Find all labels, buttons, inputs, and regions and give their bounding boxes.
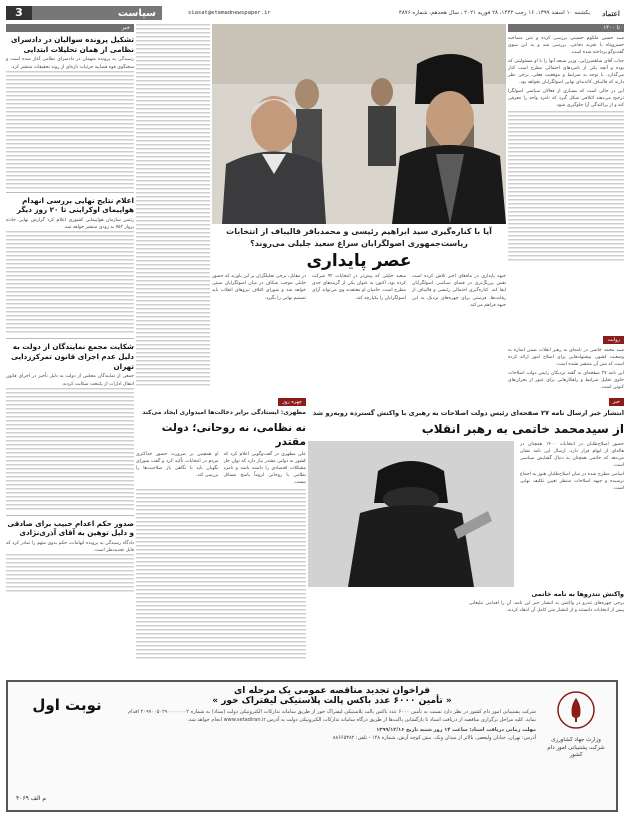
mid-kicker: مطهری: ایستادگی برابر دخالت‌ها امیدواری ایجاد می‌کند — [142, 409, 306, 416]
ad-main — [128, 686, 536, 806]
left-story-1-text: رسیدگی به پرونده متهمان در دادسرای نظامی آغاز شده است و سخنگوی قوه قضاییه جزئیات تازه‌ای از روند تحقیقات منتشر کرد. — [6, 57, 134, 70]
left-story-2-title: اعلام نتایج نهایی بررسی انهدام هواپیمای اوکراینی تا ۲۰ روز دیگر — [16, 195, 134, 215]
divider — [6, 338, 134, 339]
upper-mid-column — [136, 24, 210, 386]
divider — [6, 192, 134, 193]
ad-emblem-block — [542, 690, 610, 760]
khatami-right-text — [520, 441, 624, 587]
left-story-3-text: جمعی از نمایندگان مجلس از دولت به دلیل تأخیر در اجرای قانون انتقال ادارات از پایتخت شکایت کردند. — [6, 374, 134, 387]
left-news-column — [6, 24, 134, 676]
right-lower-paragraph-1: سید محمد خاتمی در نامه‌ای به رهبر انقلاب ضمن اشاره به وضعیت کشور، پیشنهادهایی برای اصلاح امور ارائه کرده است که متن آن منتشر نشده است. — [508, 348, 624, 368]
ad-deadline: مهلت زمانی دریافت اسناد: ساعت ۱۴ روز شنبه تاریخ ۱۳۹۹/۱۲/۱۶ — [376, 726, 536, 733]
mid-paragraph-2: او همچنین بر ضرورت حضور حداکثری مردم در انتخابات تأکید کرد و گفت شورای نگهبان باید با نگاهی باز صلاحیت‌ها را بررسی کند. — [136, 452, 219, 479]
left-story-2-text: رئیس سازمان هواپیمایی کشوری اعلام کرد گزارش نهایی حادثه پرواز ۷۵۲ به زودی منتشر خواهد شد. — [6, 218, 134, 231]
khatami-sub-text: برخی چهره‌های تندرو در واکنش به انتشار خبر این نامه، آن را اقدامی تبلیغاتی پیش از انتخابات دانستند و از انتشار متن کامل آن انتقاد کردند. — [469, 601, 624, 614]
ad-title: فراخوان تجدید مناقصه عمومی یک مرحله ای — [234, 686, 430, 696]
ad-body: شرکت پشتیبانی امور دام کشور در نظر دارد نسبت به تأمین ۶۰۰۰ عدد باکس پالت پلاستیکی لیفتراک خور از طریق سامانه تدارکات الکترونیکی دولت (ستاد) به شماره ۲۰۹۹۰۰۵۰۲۹۰۰۰۰۰۰۰۲ اقدام نماید. کلیه مراحل برگزاری مناقصه از دریافت اسناد تا بازگشایی پاکت‌ها از طریق درگاه سامانه تدارکات الکترونیکی دولت به آدرس www.setadiran.ir انجام خواهد شد. — [128, 709, 537, 723]
ad-left-panel — [12, 686, 122, 806]
mid-story — [136, 388, 306, 678]
right-paragraph-1: سید حسین ملکوم حسینی بررسی کرده و متن مصاحبه خسروپناه با تجربه دفاعی، بررسی شد و به این سوی گفت‌وگو پرداخته شده است. — [508, 36, 624, 56]
ad-round-label: نوبت اول — [32, 696, 102, 714]
section-title: سیاست — [32, 6, 162, 20]
main-kicker: آیا با کناره‌گیری سید ابراهیم رئیسی و محمدباقر قالیباف از انتخابات ریاست‌جمهوری اصولگرایان سراغ سعید جلیلی می‌روند؟ — [226, 227, 492, 248]
divider — [6, 515, 134, 516]
tender-ad — [6, 680, 618, 812]
mid-story-body — [136, 489, 306, 659]
left-story-2-body — [6, 231, 134, 335]
left-column-head: خبر — [6, 24, 134, 32]
ad-ministry: وزارت جهاد کشاورزی — [551, 737, 601, 743]
mid-headline: نه نظامی، نه روحانی؛ دولت مقتدر — [161, 421, 306, 448]
left-story-3-title: شکایت مجمع نمایندگان از دولت به دلیل عدم اجرای قانون تمرکززدایی تهران — [11, 342, 134, 371]
page-header — [6, 6, 624, 20]
right-lower-tag: روایت — [603, 336, 624, 344]
khatami-tag: خبر — [609, 398, 624, 406]
right-paragraph-2: جناب آقای شاهمیرزایی، وزیر شیعه آنها را با او مسئولیتی که بوده و آنچه یکی از نامزدهای احتمالی مطرح است کنار می‌گذارد. با توجه به شرایط و موقعیت فعلی، برخی نظر دارند که قالیباف کاندیدای نهایی اصولگرایان نخواهد بود. — [508, 58, 624, 86]
raisi-qalibaf-photo — [212, 24, 506, 224]
right-lower-column — [508, 326, 624, 391]
section-email[interactable]: siasat@etemadnewspaper.ir — [188, 10, 271, 16]
mid-tag: چهره روز — [278, 398, 306, 406]
left-story-1-title: تشکیل پرونده سوالیان در دادسرای نظامی از همان تحلیلات ابتدایی — [10, 35, 134, 54]
khatami-sub-title: واکنش تندروها به نامه خاتمی — [531, 589, 624, 598]
ad-subtitle: « تأمین ۶۰۰۰ عدد باکس پالت پلاستیکی لیفتراک خور » — [212, 696, 452, 706]
left-story-4-text: دادگاه رسیدگی به پرونده اتهامات، حکم بدوی متهم را صادر کرد که قابل تجدیدنظر است. — [6, 541, 134, 554]
main-headline: عصر پایداری — [306, 251, 412, 272]
left-story-4-title: صدور حکم اعدام حبیب برای صادقی و دلیل توهین به آقای آذری‌نژادی — [7, 518, 134, 538]
right-column-text — [508, 35, 624, 109]
right-lower-paragraph-2: این نامه ۲۷ صفحه‌ای به گفته نزدیکان رئیس دولت اصلاحات حاوی تحلیل شرایط و راهکارهایی برای عبور از بحران‌های کنونی است. — [508, 370, 624, 391]
right-column-head: تا ۱۴۰۰ — [508, 24, 624, 32]
main-paragraph-3: در مقابل، برخی تحلیلگران بر این باورند که حضور جلیلی موجب شکاف در میان اصولگرایان سنتی خواهد شد و شورای ائتلاف نیروهای انقلاب باید تصمیم نهایی را بگیرد. — [212, 274, 306, 301]
date-line: یکشنبه ۱۰ اسفند ۱۳۹۹، ۱۶ رجب ۱۴۴۲، ۲۸ فوریه ۲۰۲۱ ، سال هجدهم، شماره ۴۸۷۶ — [398, 10, 590, 16]
khatami-paragraph-2: اسامی مطرح شده در میان اصلاح‌طلبان هنوز به اجماع نرسیده و جبهه اصلاحات منتظر تعیین تکلیف نهایی است. — [520, 471, 624, 491]
ad-company: شرکت پشتیبانی امور دام کشور — [547, 744, 605, 759]
khatami-photo — [308, 441, 514, 587]
main-paragraph-1: جبهه پایداری در ماه‌های اخیر تلاش کرده است نقش پررنگ‌تری در فضای سیاسی اصولگرایان ایفا کند. کناره‌گیری احتمالی رئیسی و قالیباف از رقابت‌ها، فرصتی برای چهره‌های نزدیک به این جبهه فراهم می‌کند. — [412, 274, 506, 308]
page-number: 3 — [6, 6, 32, 20]
khatami-headline: از سیدمحمد خاتمی به رهبر انقلاب — [421, 421, 624, 436]
ad-address: آدرس: تهران، خیابان ولیعصر، بالاتر از میدان ونک، نبش کوچه آرش، شماره ۱۴۸ - تلفن: ۸۸۶۶۵۳۸۲ — [332, 735, 536, 742]
main-photo — [212, 24, 506, 224]
left-story-3-body — [6, 388, 134, 512]
ad-reference: م الف ۴۰۶۹ — [16, 795, 47, 802]
left-story-4-body — [6, 554, 134, 594]
khatami-back-photo — [308, 441, 514, 587]
right-lower-text — [508, 347, 624, 391]
right-paragraph-3: این در حالی است که بسیاری از فعالان سیاسی اصولگرا ترجیح می‌دهند ائتلافی شکل گیرد که نامزد واحد را معرفی کند و از پراکندگی آرا جلوگیری شود. — [508, 88, 624, 108]
khatami-kicker: انتشار خبر ارسال نامه ۲۷ صفحه‌ای رئیس دولت اصلاحات به رهبری با واکنش گسترده روبه‌رو شد — [312, 409, 624, 417]
right-column — [508, 24, 624, 324]
mid-paragraph-1: علی مطهری در گفت‌وگویی اعلام کرد که کشور به دولتی مقتدر نیاز دارد که توان حل مشکلات اقتصادی را داشته باشد و نامزد نظامی یا روحانی لزوماً پاسخ مسائل نیست. — [223, 452, 306, 486]
main-story — [212, 226, 506, 386]
main-story-text — [212, 273, 506, 309]
khatami-story — [308, 388, 624, 678]
iran-emblem-icon — [556, 690, 596, 730]
main-paragraph-2: سعید جلیلی که پیش‌تر در انتخابات ۹۲ شرکت کرده بود، اکنون به عنوان یکی از گزینه‌های جدی مطرح است. حامیان او معتقدند وی می‌تواند آرای اصولگرایان را یکپارچه کند. — [312, 274, 406, 301]
khatami-paragraph-1: حضور اصلاح‌طلبان در انتخابات ۱۴۰۰ همچنان در هاله‌ای از ابهام قرار دارد. ارسال این نامه نشان می‌دهد که خاتمی همچنان به دنبال گشایش سیاسی است. — [520, 441, 624, 469]
mid-story-text — [136, 451, 306, 487]
newspaper-logo: اعتماد — [602, 8, 620, 18]
left-story-1-body — [6, 71, 134, 189]
right-column-body — [508, 111, 624, 261]
